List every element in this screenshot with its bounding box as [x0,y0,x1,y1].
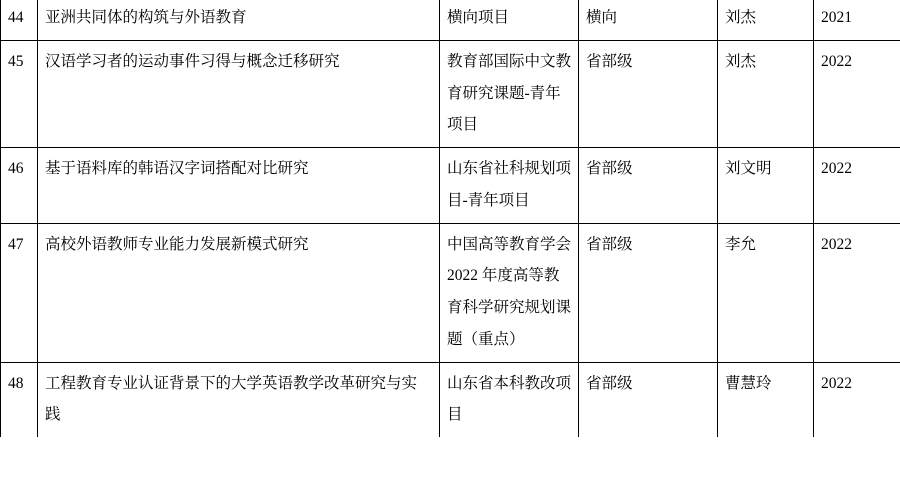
row-level: 省部级 [579,148,718,224]
row-project: 山东省本科教改项目 [440,362,579,437]
row-index: 46 [1,148,38,224]
table-row [1,362,900,437]
table-row [1,148,900,224]
row-title: 工程教育专业认证背景下的大学英语教学改革研究与实践 [38,362,440,437]
table-row [1,40,900,147]
row-level: 横向 [579,0,718,40]
row-title: 高校外语教师专业能力发展新模式研究 [38,223,440,362]
row-project: 教育部国际中文教育研究课题-青年项目 [440,40,579,147]
row-index: 44 [1,0,38,40]
row-person: 刘文明 [718,148,814,224]
row-index: 48 [1,362,38,437]
table-body [1,0,900,437]
row-year: 2022 [814,223,900,362]
row-title: 基于语料库的韩语汉字词搭配对比研究 [38,148,440,224]
row-level: 省部级 [579,40,718,147]
row-person: 刘杰 [718,40,814,147]
row-year: 2022 [814,148,900,224]
row-person: 曹慧玲 [718,362,814,437]
row-title: 亚洲共同体的构筑与外语教育 [38,0,440,40]
table-row [1,223,900,362]
row-year: 2022 [814,362,900,437]
table-row [1,0,900,40]
row-project: 山东省社科规划项目-青年项目 [440,148,579,224]
row-level: 省部级 [579,362,718,437]
row-person: 刘杰 [718,0,814,40]
row-project: 横向项目 [440,0,579,40]
row-index: 45 [1,40,38,147]
row-person: 李允 [718,223,814,362]
row-project: 中国高等教育学会 2022 年度高等教育科学研究规划课题（重点） [440,223,579,362]
row-year: 2021 [814,0,900,40]
row-year: 2022 [814,40,900,147]
row-title: 汉语学习者的运动事件习得与概念迁移研究 [38,40,440,147]
row-level: 省部级 [579,223,718,362]
row-index: 47 [1,223,38,362]
